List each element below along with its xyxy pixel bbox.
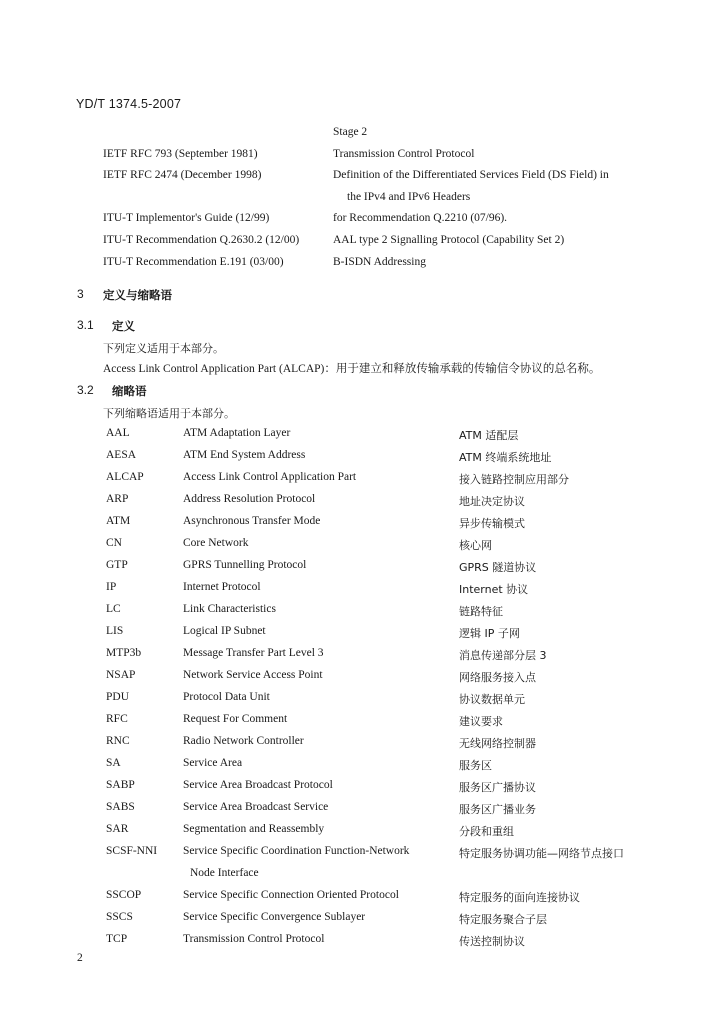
table-row (0, 757, 719, 777)
abbreviation: ATM (106, 515, 131, 527)
chinese-term: 逻辑 IP 子网 (459, 627, 520, 640)
table-row (0, 625, 719, 645)
table-row (0, 823, 719, 843)
abbreviation: SCSF-NNI (106, 845, 158, 857)
abbreviation: MTP3b (106, 647, 142, 659)
abbreviation: SSCS (106, 911, 133, 923)
section-3-1-intro: 下列定义适用于本部分。 (103, 342, 224, 355)
reference-row (0, 169, 719, 189)
table-row (0, 911, 719, 931)
reference-title: Stage 2 (333, 126, 368, 138)
english-term: Request For Comment (183, 713, 288, 725)
english-term: Transmission Control Protocol (183, 933, 325, 945)
abbreviation: RFC (106, 713, 128, 725)
reference-source: ITU-T Recommendation Q.2630.2 (12/00) (103, 234, 300, 246)
alcap-definition: Access Link Control Application Part (ALCAP)：用于建立和释放传输承载的传输信令协议的总名称。 (103, 363, 601, 375)
section-3-2-title: 缩略语 (112, 384, 147, 398)
table-row (0, 669, 719, 689)
reference-row (0, 234, 719, 254)
table-row (0, 735, 719, 755)
english-term: Core Network (183, 537, 249, 549)
chinese-term: ATM 终端系统地址 (459, 451, 552, 464)
english-term: Access Link Control Application Part (183, 471, 357, 483)
chinese-term: 分段和重组 (459, 825, 514, 838)
table-row (0, 603, 719, 623)
chinese-term: 接入链路控制应用部分 (459, 473, 569, 486)
chinese-term: 服务区广播协议 (459, 781, 536, 794)
english-term: Link Characteristics (183, 603, 276, 615)
table-row (0, 867, 719, 887)
table-row (0, 559, 719, 579)
chinese-term: 特定服务协调功能—网络节点接口 (459, 847, 624, 860)
chinese-term: 服务区 (459, 759, 492, 772)
abbreviation: AAL (106, 427, 130, 439)
abbreviation: PDU (106, 691, 130, 703)
reference-source: ITU-T Implementor's Guide (12/99) (103, 212, 270, 224)
english-term: Logical IP Subnet (183, 625, 266, 637)
table-row (0, 713, 719, 733)
english-term: Service Specific Coordination Function-Network (183, 845, 410, 857)
table-row (0, 515, 719, 535)
section-3-1-title: 定义 (112, 319, 135, 333)
english-term: Internet Protocol (183, 581, 261, 593)
table-row (0, 427, 719, 447)
chinese-term: 网络服务接入点 (459, 671, 536, 684)
reference-row (0, 256, 719, 276)
reference-title: the IPv4 and IPv6 Headers (347, 191, 471, 203)
english-term: ATM End System Address (183, 449, 306, 461)
chinese-term: 特定服务聚合子层 (459, 913, 547, 926)
english-term: Message Transfer Part Level 3 (183, 647, 324, 659)
english-term: Node Interface (190, 867, 259, 879)
table-row (0, 933, 719, 953)
english-term: Radio Network Controller (183, 735, 304, 747)
table-row (0, 493, 719, 513)
abbreviation: ARP (106, 493, 129, 505)
table-row (0, 537, 719, 557)
abbreviation: SAR (106, 823, 129, 835)
chinese-term: Internet 协议 (459, 583, 529, 596)
table-row (0, 581, 719, 601)
english-term: Service Area Broadcast Protocol (183, 779, 333, 791)
table-row (0, 845, 719, 865)
english-term: Service Area (183, 757, 243, 769)
abbreviation: GTP (106, 559, 128, 571)
chinese-term: 核心网 (459, 539, 492, 552)
chinese-term: 消息传递部分层 3 (459, 649, 547, 662)
reference-title: B-ISDN Addressing (333, 256, 426, 268)
english-term: Service Specific Convergence Sublayer (183, 911, 366, 923)
chinese-term: 协议数据单元 (459, 693, 525, 706)
chinese-term: 传送控制协议 (459, 935, 525, 948)
chinese-term: 无线网络控制器 (459, 737, 536, 750)
table-row (0, 889, 719, 909)
section-3-2-intro: 下列缩略语适用于本部分。 (103, 407, 235, 420)
abbreviation: RNC (106, 735, 130, 747)
reference-row (0, 148, 719, 168)
reference-source: ITU-T Recommendation E.191 (03/00) (103, 256, 284, 268)
chinese-term: 链路特征 (459, 605, 503, 618)
english-term: Service Specific Connection Oriented Protocol (183, 889, 399, 901)
abbreviation: SSCOP (106, 889, 142, 901)
table-row (0, 449, 719, 469)
abbreviation: SABS (106, 801, 135, 813)
document-id: YD/T 1374.5-2007 (76, 97, 182, 111)
reference-source: IETF RFC 793 (September 1981) (103, 148, 258, 160)
reference-row (0, 191, 719, 211)
table-row (0, 779, 719, 799)
abbreviation: TCP (106, 933, 128, 945)
abbreviation: LIS (106, 625, 124, 637)
reference-title: Definition of the Differentiated Services Field (DS Field) in (333, 169, 609, 181)
reference-source: IETF RFC 2474 (December 1998) (103, 169, 262, 181)
abbreviation: AESA (106, 449, 137, 461)
english-term: Protocol Data Unit (183, 691, 270, 703)
abbreviation: IP (106, 581, 117, 593)
abbreviation: SABP (106, 779, 135, 791)
english-term: Address Resolution Protocol (183, 493, 316, 505)
abbreviation: CN (106, 537, 122, 549)
english-term: Service Area Broadcast Service (183, 801, 329, 813)
section-3-1-number: 3.1 (77, 318, 94, 332)
section-3-2-number: 3.2 (77, 383, 94, 397)
english-term: ATM Adaptation Layer (183, 427, 291, 439)
abbreviation: LC (106, 603, 121, 615)
abbreviation: NSAP (106, 669, 136, 681)
reference-title: for Recommendation Q.2210 (07/96). (333, 212, 508, 224)
reference-title: Transmission Control Protocol (333, 148, 475, 160)
table-row (0, 691, 719, 711)
chinese-term: 地址决定协议 (459, 495, 525, 508)
table-row (0, 647, 719, 667)
english-term: Network Service Access Point (183, 669, 323, 681)
page-number: 2 (77, 952, 83, 964)
abbreviation: ALCAP (106, 471, 144, 483)
chinese-term: 建议要求 (459, 715, 503, 728)
section-3-title: 定义与缩略语 (103, 288, 172, 302)
chinese-term: 服务区广播业务 (459, 803, 536, 816)
reference-row (0, 126, 719, 146)
table-row (0, 801, 719, 821)
english-term: Asynchronous Transfer Mode (183, 515, 321, 527)
chinese-term: GPRS 隧道协议 (459, 561, 537, 574)
reference-title: AAL type 2 Signalling Protocol (Capability Set 2) (333, 234, 565, 246)
reference-row (0, 212, 719, 232)
chinese-term: 异步传输模式 (459, 517, 525, 530)
section-3-number: 3 (77, 287, 84, 301)
chinese-term: ATM 适配层 (459, 429, 519, 442)
table-row (0, 471, 719, 491)
abbreviation: SA (106, 757, 121, 769)
chinese-term: 特定服务的面向连接协议 (459, 891, 580, 904)
english-term: GPRS Tunnelling Protocol (183, 559, 307, 571)
english-term: Segmentation and Reassembly (183, 823, 325, 835)
